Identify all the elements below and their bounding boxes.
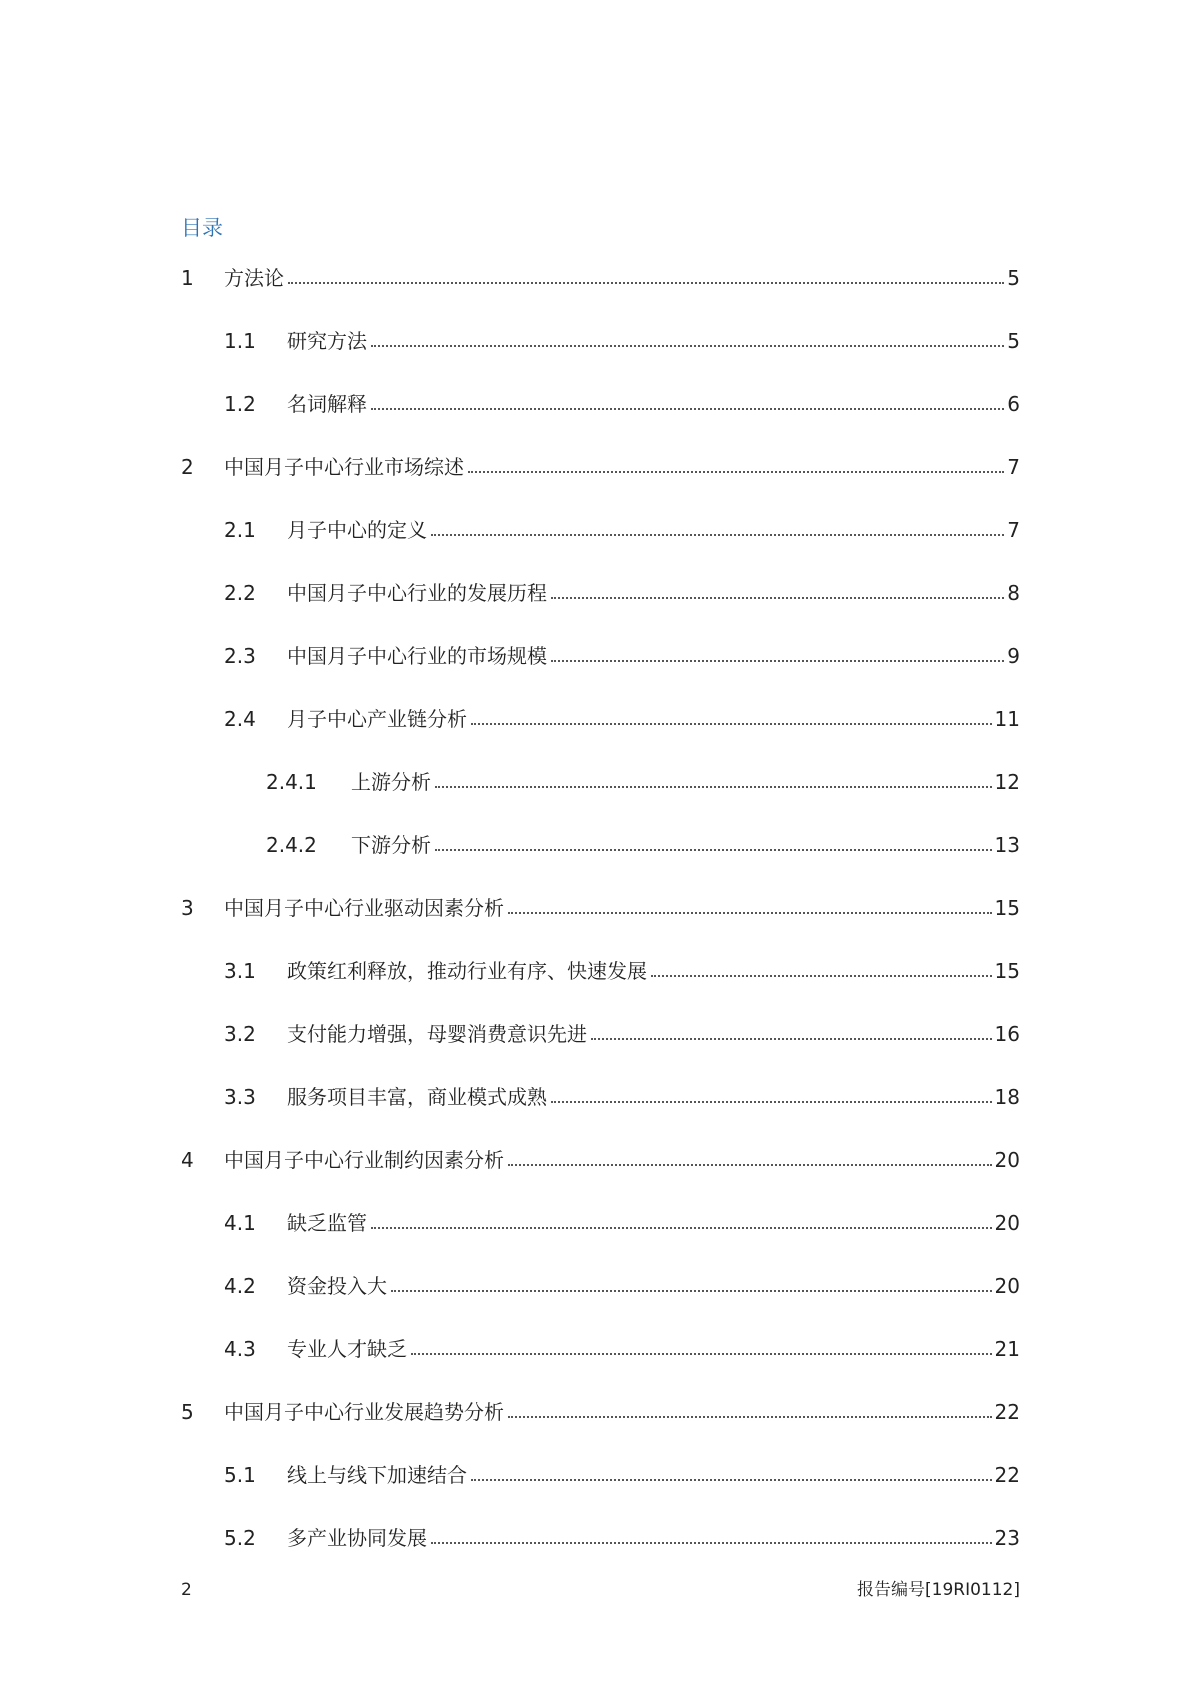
toc-entry-page: 22	[994, 1463, 1020, 1487]
dot-leader	[431, 534, 1004, 536]
toc-heading: 目录	[181, 216, 223, 240]
toc-entry-page: 8	[1007, 581, 1020, 605]
toc-entry-page: 12	[994, 770, 1020, 794]
toc-entry-number: 2.4.2	[266, 833, 317, 857]
toc-entry-number: 1	[181, 266, 194, 290]
toc-entry-2-2[interactable]	[224, 579, 1020, 607]
toc-entry-page: 15	[994, 959, 1020, 983]
toc-entry-title: 线上与线下加速结合	[287, 1463, 467, 1487]
toc-entry-number: 4	[181, 1148, 194, 1172]
toc-entry-page: 20	[994, 1148, 1020, 1172]
toc-entry-title: 政策红利释放，推动行业有序、快速发展	[287, 959, 647, 983]
toc-entry-title: 上游分析	[351, 770, 431, 794]
toc-entry-page: 20	[994, 1274, 1020, 1298]
toc-entry-3[interactable]	[181, 894, 1020, 922]
toc-entry-title: 资金投入大	[287, 1274, 387, 1298]
toc-entry-2-4-2[interactable]	[266, 831, 1020, 859]
dot-leader	[391, 1290, 992, 1292]
dot-leader	[435, 849, 992, 851]
toc-entry-page: 21	[994, 1337, 1020, 1361]
toc-entry-number: 3.2	[224, 1022, 256, 1046]
toc-entry-page: 18	[994, 1085, 1020, 1109]
toc-entry-title: 中国月子中心行业的市场规模	[287, 644, 547, 668]
dot-leader	[411, 1353, 992, 1355]
dot-leader	[371, 408, 1004, 410]
toc-entry-page: 20	[994, 1211, 1020, 1235]
toc-entry-page: 22	[994, 1400, 1020, 1424]
dot-leader	[508, 1416, 992, 1418]
toc-entry-title: 中国月子中心行业发展趋势分析	[224, 1400, 504, 1424]
toc-entry-title: 缺乏监管	[287, 1211, 367, 1235]
toc-entry-page: 16	[994, 1022, 1020, 1046]
toc-entry-title: 中国月子中心行业驱动因素分析	[224, 896, 504, 920]
toc-entry-page: 9	[1007, 644, 1020, 668]
toc-entry-3-2[interactable]	[224, 1020, 1020, 1048]
toc-entry-number: 4.1	[224, 1211, 256, 1235]
toc-entry-3-1[interactable]	[224, 957, 1020, 985]
toc-entry-5-2[interactable]	[224, 1524, 1020, 1552]
dot-leader	[551, 597, 1004, 599]
toc-entry-number: 2.4	[224, 707, 256, 731]
dot-leader	[471, 1479, 992, 1481]
toc-entry-title: 中国月子中心行业制约因素分析	[224, 1148, 504, 1172]
toc-entry-5[interactable]	[181, 1398, 1020, 1426]
toc-entry-number: 1.1	[224, 329, 256, 353]
toc-entry-number: 3	[181, 896, 194, 920]
toc-entry-page: 11	[994, 707, 1020, 731]
toc-entry-title: 方法论	[224, 266, 284, 290]
toc-entry-title: 月子中心产业链分析	[287, 707, 467, 731]
dot-leader	[371, 345, 1004, 347]
dot-leader	[431, 1542, 992, 1544]
toc-entry-4-2[interactable]	[224, 1272, 1020, 1300]
toc-entry-4-3[interactable]	[224, 1335, 1020, 1363]
toc-entry-number: 3.3	[224, 1085, 256, 1109]
toc-entry-3-3[interactable]	[224, 1083, 1020, 1111]
toc-entry-title: 下游分析	[351, 833, 431, 857]
toc-entry-4-1[interactable]	[224, 1209, 1020, 1237]
toc-entry-title: 月子中心的定义	[287, 518, 427, 542]
toc-entry-2-4-1[interactable]	[266, 768, 1020, 796]
toc-entry-number: 2.4.1	[266, 770, 317, 794]
footer-page-number: 2	[181, 1580, 192, 1600]
toc-entry-2-4[interactable]	[224, 705, 1020, 733]
toc-entry-2-1[interactable]	[224, 516, 1020, 544]
toc-entry-page: 13	[994, 833, 1020, 857]
dot-leader	[591, 1038, 992, 1040]
footer-report-id: 报告编号[19RI0112]	[857, 1580, 1020, 1600]
toc-entry-page: 5	[1007, 329, 1020, 353]
toc-entry-number: 5.1	[224, 1463, 256, 1487]
toc-entry-2-3[interactable]	[224, 642, 1020, 670]
toc-entry-1-1[interactable]	[224, 327, 1020, 355]
toc-entry-number: 3.1	[224, 959, 256, 983]
toc-entry-4[interactable]	[181, 1146, 1020, 1174]
toc-entry-title: 支付能力增强，母婴消费意识先进	[287, 1022, 587, 1046]
toc-entry-2[interactable]	[181, 453, 1020, 481]
toc-entry-1-2[interactable]	[224, 390, 1020, 418]
toc-entry-title: 服务项目丰富，商业模式成熟	[287, 1085, 547, 1109]
toc-entry-title: 中国月子中心行业的发展历程	[287, 581, 547, 605]
toc-entry-number: 5.2	[224, 1526, 256, 1550]
dot-leader	[551, 660, 1004, 662]
toc-entry-title: 专业人才缺乏	[287, 1337, 407, 1361]
dot-leader	[288, 282, 1004, 284]
toc-entry-title: 名词解释	[287, 392, 367, 416]
dot-leader	[551, 1101, 992, 1103]
dot-leader	[471, 723, 992, 725]
toc-entry-1[interactable]	[181, 264, 1020, 292]
toc-entry-title: 多产业协同发展	[287, 1526, 427, 1550]
toc-entry-page: 6	[1007, 392, 1020, 416]
toc-entry-title: 中国月子中心行业市场综述	[224, 455, 464, 479]
toc-entry-page: 5	[1007, 266, 1020, 290]
dot-leader	[435, 786, 992, 788]
dot-leader	[651, 975, 992, 977]
toc-entry-5-1[interactable]	[224, 1461, 1020, 1489]
toc-entry-page: 7	[1007, 518, 1020, 542]
toc-entry-page: 23	[994, 1526, 1020, 1550]
dot-leader	[508, 912, 992, 914]
toc-entry-number: 2.1	[224, 518, 256, 542]
dot-leader	[468, 471, 1004, 473]
toc-entry-page: 15	[994, 896, 1020, 920]
toc-entry-number: 2	[181, 455, 194, 479]
toc-entry-number: 5	[181, 1400, 194, 1424]
toc-entry-number: 2.3	[224, 644, 256, 668]
toc-entry-number: 4.2	[224, 1274, 256, 1298]
toc-entry-number: 4.3	[224, 1337, 256, 1361]
dot-leader	[371, 1227, 992, 1229]
dot-leader	[508, 1164, 992, 1166]
toc-entry-title: 研究方法	[287, 329, 367, 353]
toc-entry-number: 1.2	[224, 392, 256, 416]
toc-entry-page: 7	[1007, 455, 1020, 479]
toc-entry-number: 2.2	[224, 581, 256, 605]
